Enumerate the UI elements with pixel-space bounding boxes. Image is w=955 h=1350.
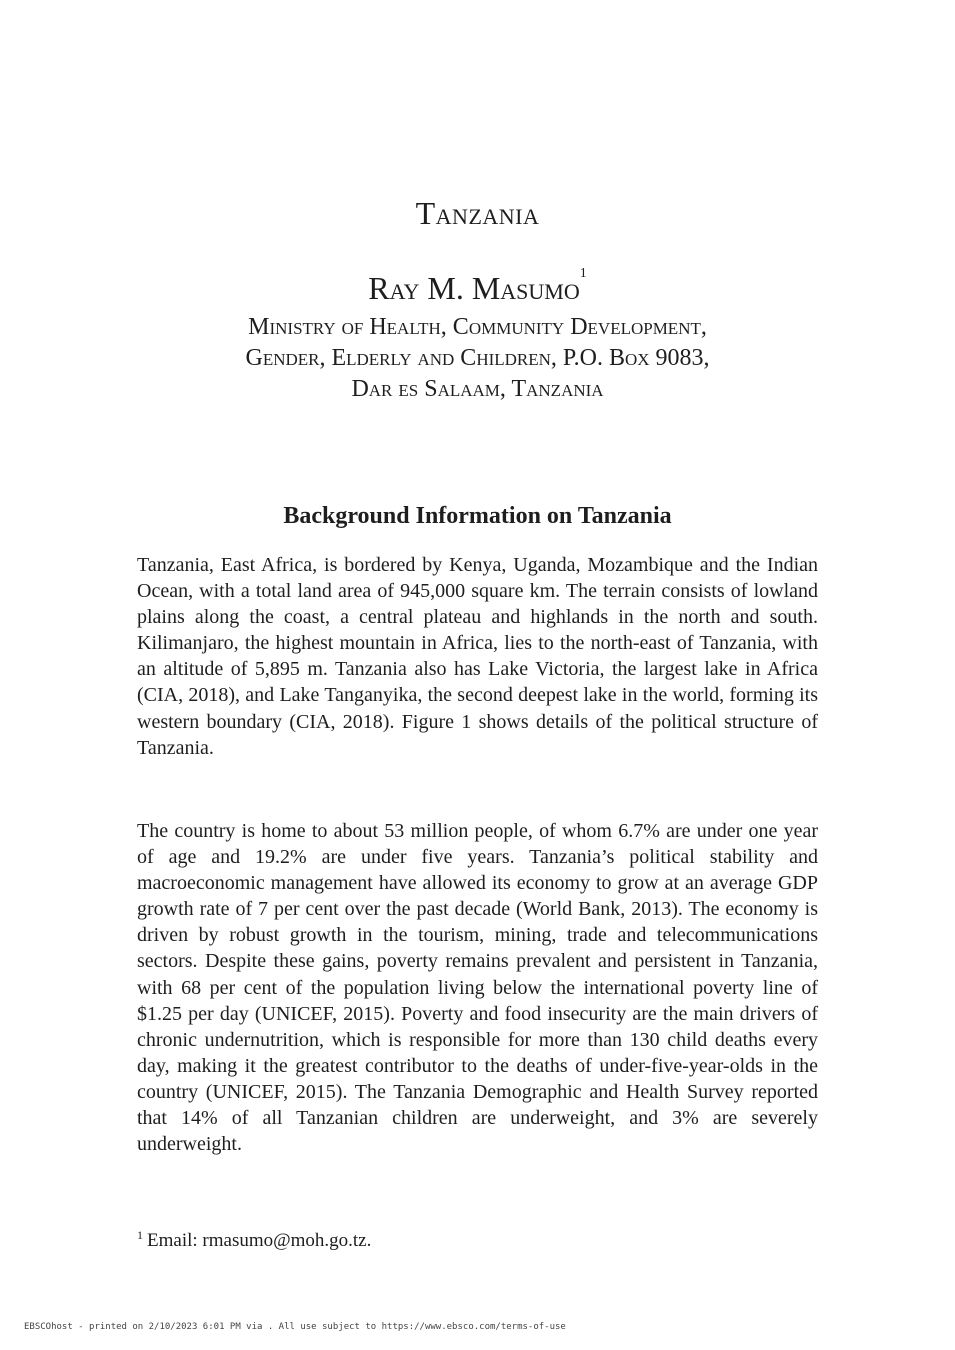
footnote-email: Email: rmasumo@moh.go.tz. xyxy=(147,1230,372,1251)
footnote xyxy=(137,1230,371,1252)
author-footnote-marker: 1 xyxy=(579,266,587,281)
affiliation-line: Ministry of Health, Community Development, xyxy=(248,314,707,340)
body-paragraph: Tanzania, East Africa, is bordered by Kenya, Uganda, Mozambique and the Indian Ocean, with a total land area of 945,000 square km. The terrain consists of lowland plains along the coast, a central plateau and highlands in the north and south. Kilimanjaro, the highest mountain in Africa, lies to the north-east of Tanzania, with an altitude of 5,895 m. Tanzania also has Lake Victoria, the largest lake in Africa (CIA, 2018), and Lake Tanganyika, the second deepest lake in the world, forming its western boundary (CIA, 2018). Figure 1 shows details of the political structure of Tanzania. xyxy=(137,554,818,759)
affiliation-line: Dar es Salaam, Tanzania xyxy=(351,376,604,402)
body-paragraph: The country is home to about 53 million people, of whom 6.7% are under one year of age and 19.2% are under five years. Tanzania’s political stability and macroeconomic management have allowed its economy to grow at an average GDP growth rate of 7 per cent over the past decade (World Bank, 2013). The economy is driven by robust growth in the tourism, mining, trade and telecommunications sectors. Despite these gains, poverty remains prevalent and persistent in Tanzania, with 68 per cent of the population living below the international poverty line of $1.25 per day (UNICEF, 2015). Poverty and food insecurity are the main drivers of chronic undernutrition, which is responsible for more than 130 child deaths every day, making it the greatest contributor to the deaths of under-five-year-olds in the country (UNICEF, 2015). The Tanzania Demographic and Health Survey reported that 14% of all Tanzanian children are underweight, and 3% are severely underweight. xyxy=(137,820,818,1156)
print-footer: EBSCOhost - printed on 2/10/2023 6:01 PM via . All use subject to https://www.ebsco.com/terms-of-use xyxy=(24,1322,566,1332)
section-heading: Background Information on Tanzania xyxy=(283,503,672,529)
chapter-title: Tanzania xyxy=(415,195,540,231)
footnote-marker: 1 xyxy=(137,1228,143,1242)
author-affiliation xyxy=(0,312,955,405)
affiliation-line: Gender, Elderly and Children, P.O. Box 9083, xyxy=(245,345,710,371)
author-name xyxy=(0,266,955,307)
author-name-text: Ray M. Masumo xyxy=(368,270,580,306)
